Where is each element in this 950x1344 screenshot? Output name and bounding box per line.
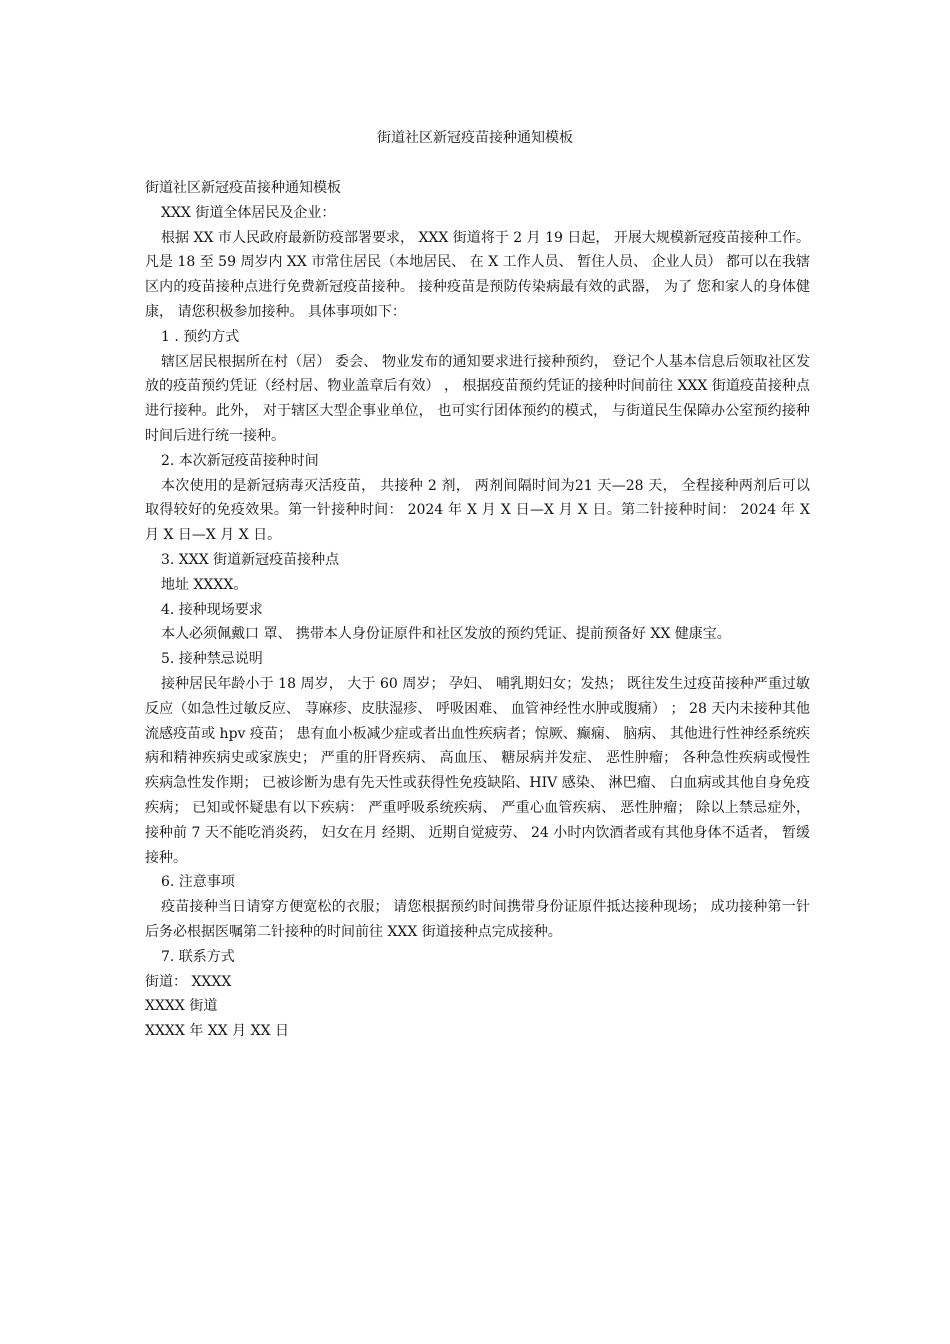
section-heading-contraindications: 5. 接种禁忌说明 [161,651,263,668]
section-body-location: 地址 XXXX。 [161,576,248,593]
salutation: XXX 街道全体居民及企业： [161,204,336,221]
intro-paragraph: 根据 XX 市人民政府最新防疫部署要求， XXX 街道将于 2 月 19 日起， 开展大规模新冠疫苗接种工作。 凡是 18 至 59 周岁内 XX 市常住居民（本地居民、 在 X 工作人员、 暂住人员、 企业人员） 都可以在我辖区内的疫苗接种点进行免费新冠疫苗接种。 接种疫苗是预防传染病最有效的武器， 为了 您和家人的身体健康， 请您积极参加接种。 具体事项如下： [145,229,810,320]
section-heading-location: 3. XXX 街道新冠疫苗接种点 [161,551,340,568]
section-heading-requirements: 4. 接种现场要求 [161,601,263,618]
signature-line: XXXX 街道 [145,998,218,1015]
section-body-notes: 疫苗接种当日请穿方便宽松的衣服； 请您根据预约时间携带身份证原件抵达接种现场； 成功接种第一针后务必根据医嘱第二针接种的时间前往 XXX 街道接种点完成接种。 [145,899,810,940]
section-body-contraindications: 接种居民年龄小于 18 周岁， 大于 60 周岁； 孕妇、 哺乳期妇女；发热； 既往发生过疫苗接种严重过敏反应（如急性过敏反应、 荨麻疹、皮肤湿疹、 呼吸困难、 血管神经性水肿或腹痛） ； 28 天内未接种其他流感疫苗或 hpv 疫苗； 患有血小板减少症或者出血性疾病者；惊厥、癫痫、 脑病、 其他进行性神经系统疾病和精神疾病史或家族史； 严重的肝肾疾病、 高血压、 糖尿病并发症、 恶性肿瘤； 各种急性疾病或慢性疾病急性发作期； 已被诊断为患有先天性或获得性免疫缺陷、HIV 感染、 淋巴瘤、 白血病或其他自身免疫疾病； 已知或怀疑患有以下疾病： 严重呼吸系统疾病、 严重心血管疾病、 恶性肿瘤； 除以上禁忌症外，接种前 7 天不能吃消炎药， 妇女在月 经期、 近期自觉疲劳、 24 小时内饮酒者或有其他身体不适者， 暂缓接种。 [145,675,810,866]
section-heading-schedule: 2. 本次新冠疫苗接种时间 [161,452,319,469]
section-body-requirements: 本人必须佩戴口 罩、 携带本人身份证原件和社区发放的预约凭证、提前预备好 XX 健康宝。 [161,626,731,643]
section-body-appointment: 辖区居民根据所在村（居） 委会、 物业发布的通知要求进行接种预约， 登记个人基本信息后领取社区发放的疫苗预约凭证（经村居、物业盖章后有效） ， 根据疫苗预约凭证的接种时间前往 XXX 街道疫苗接种点进行接种。此外， 对于辖区大型企事业单位， 也可实行团体预约的模式， 与街道民生保障办公室预约接种时间后进行统一接种。 [145,353,810,444]
section-heading-notes: 6. 注意事项 [161,874,235,891]
document-body [145,176,810,1044]
section-heading-contact: 7. 联系方式 [161,948,235,965]
document-title: 街道社区新冠疫苗接种通知模板 [377,130,573,146]
section-body-schedule: 本次使用的是新冠病毒灭活疫苗， 共接种 2 剂， 两剂间隔时间为21 天—28 天， 全程接种两剂后可以取得较好的免疫效果。第一针接种时间： 2024 年 X 月 X 日—X 月 X 日。第二针接种时间： 2024 年 X 月 X 日—X 月 X 日。 [145,477,810,544]
document-heading: 街道社区新冠疫苗接种通知模板 [145,180,341,196]
contact-line: 街道： XXXX [145,973,232,990]
date-line: XXXX 年 XX 月 XX 日 [145,1023,289,1040]
section-heading-appointment: 1 . 预约方式 [161,328,240,345]
